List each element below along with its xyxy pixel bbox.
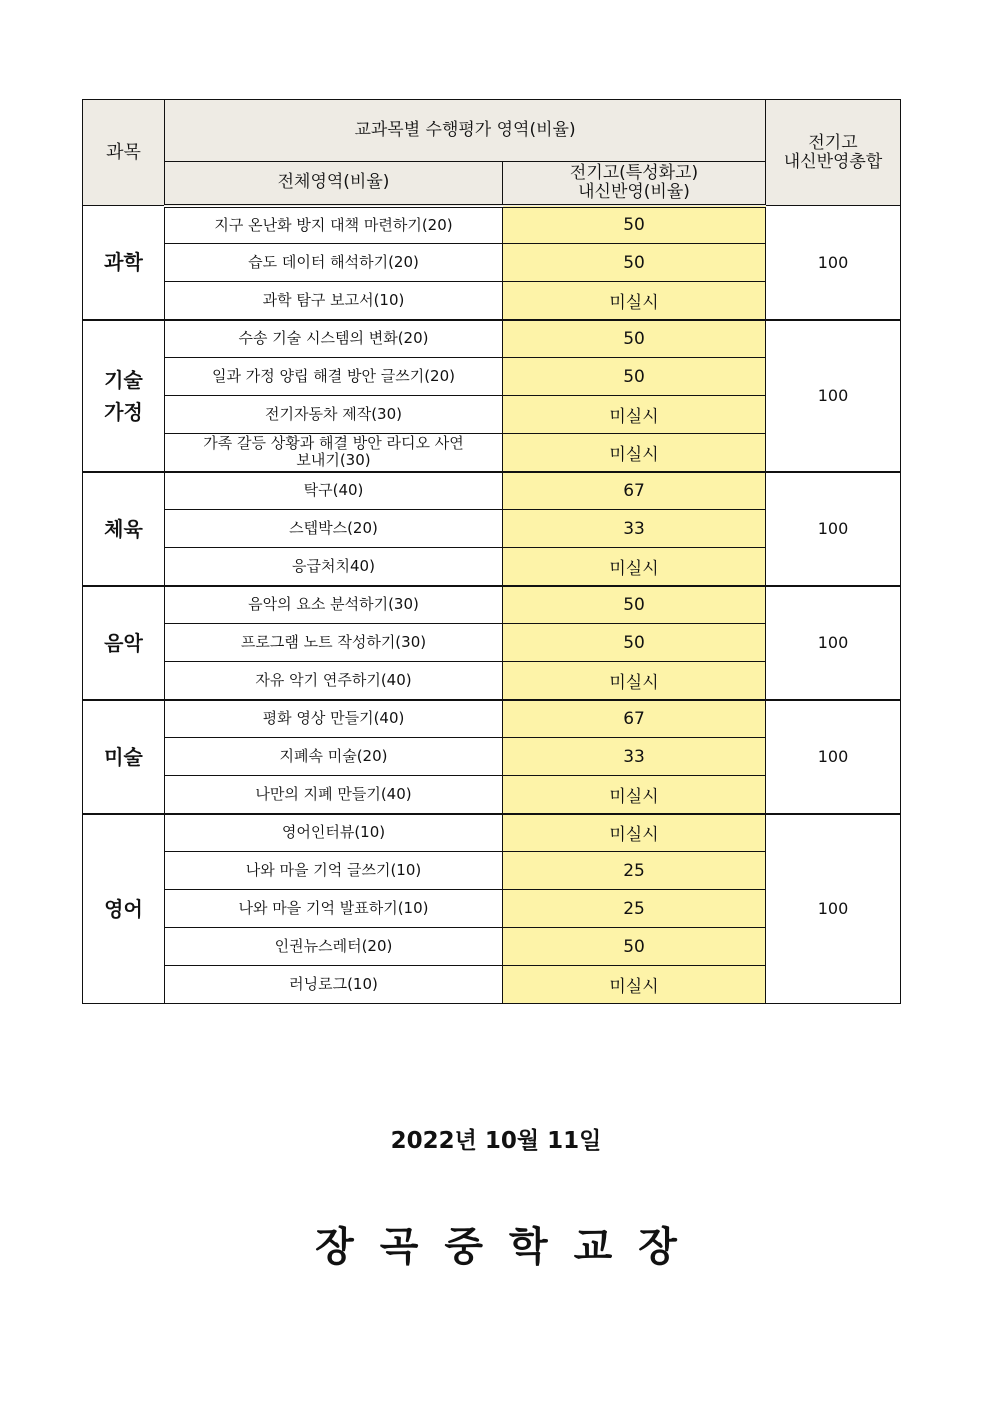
- table-row: [83, 586, 901, 624]
- reflect-ratio-cell: 미실시: [503, 814, 766, 852]
- table-row: [83, 472, 901, 510]
- reflect-ratio-cell: 33: [503, 510, 766, 548]
- reflect-ratio-cell: 67: [503, 472, 766, 510]
- reflect-ratio-cell: 미실시: [503, 776, 766, 814]
- table-row: [83, 206, 901, 244]
- area-item-cell: 영어인터뷰(10): [165, 814, 503, 852]
- area-item-cell: 습도 데이터 해석하기(20): [165, 244, 503, 282]
- subject-cell: 음악: [83, 586, 165, 700]
- area-item-cell: 인권뉴스레터(20): [165, 928, 503, 966]
- reflect-ratio-cell: 67: [503, 700, 766, 738]
- subject-cell: 과학: [83, 206, 165, 320]
- total-cell: 100: [766, 700, 901, 814]
- area-item-cell: 프로그램 노트 작성하기(30): [165, 624, 503, 662]
- total-cell: 100: [766, 586, 901, 700]
- table-row: [83, 700, 901, 738]
- area-item-cell: 지폐속 미술(20): [165, 738, 503, 776]
- area-item-cell: 음악의 요소 분석하기(30): [165, 586, 503, 624]
- area-item-cell: 지구 온난화 방지 대책 마련하기(20): [165, 206, 503, 244]
- area-item-cell: 응급처치40): [165, 548, 503, 586]
- area-item-cell: 자유 악기 연주하기(40): [165, 662, 503, 700]
- reflect-ratio-cell: 50: [503, 358, 766, 396]
- subject-cell: 영어: [83, 814, 165, 1004]
- area-item-cell: 과학 탐구 보고서(10): [165, 282, 503, 320]
- total-cell: 100: [766, 472, 901, 586]
- header-reflect: 전기고(특성화고) 내신반영(비율): [503, 162, 766, 206]
- reflect-ratio-cell: 50: [503, 320, 766, 358]
- reflect-ratio-cell: 25: [503, 852, 766, 890]
- reflect-ratio-cell: 50: [503, 624, 766, 662]
- table-body: [83, 206, 901, 1004]
- area-item-cell: 수송 기술 시스템의 변화(20): [165, 320, 503, 358]
- subject-cell: 미술: [83, 700, 165, 814]
- subject-cell: 체육: [83, 472, 165, 586]
- area-item-cell: 일과 가정 양립 해결 방안 글쓰기(20): [165, 358, 503, 396]
- reflect-ratio-cell: 미실시: [503, 548, 766, 586]
- area-item-cell: 나와 마을 기억 글쓰기(10): [165, 852, 503, 890]
- header-subject: 과목: [83, 100, 165, 206]
- reflect-ratio-cell: 미실시: [503, 282, 766, 320]
- area-item-cell: 러닝로그(10): [165, 966, 503, 1004]
- reflect-ratio-cell: 미실시: [503, 396, 766, 434]
- header-total: 전기고 내신반영총합: [766, 100, 901, 206]
- assessment-table: [82, 99, 901, 1004]
- header-area-group: 교과목별 수행평가 영역(비율): [165, 100, 766, 162]
- area-item-cell: 탁구(40): [165, 472, 503, 510]
- reflect-ratio-cell: 25: [503, 890, 766, 928]
- total-cell: 100: [766, 320, 901, 472]
- area-item-cell: 전기자동차 제작(30): [165, 396, 503, 434]
- table-header: [83, 100, 901, 206]
- reflect-ratio-cell: 50: [503, 928, 766, 966]
- area-item-cell: 가족 갈등 상황과 해결 방안 라디오 사연 보내기(30): [165, 434, 503, 472]
- area-item-cell: 스텝박스(20): [165, 510, 503, 548]
- table-row: [83, 320, 901, 358]
- subject-cell: 기술 가정: [83, 320, 165, 472]
- total-cell: 100: [766, 206, 901, 320]
- total-cell: 100: [766, 814, 901, 1004]
- header-all-areas: 전체영역(비율): [165, 162, 503, 206]
- reflect-ratio-cell: 미실시: [503, 662, 766, 700]
- area-item-cell: 나만의 지폐 만들기(40): [165, 776, 503, 814]
- area-item-cell: 평화 영상 만들기(40): [165, 700, 503, 738]
- reflect-ratio-cell: 33: [503, 738, 766, 776]
- reflect-ratio-cell: 50: [503, 206, 766, 244]
- reflect-ratio-cell: 미실시: [503, 966, 766, 1004]
- area-item-cell: 나와 마을 기억 발표하기(10): [165, 890, 503, 928]
- reflect-ratio-cell: 미실시: [503, 434, 766, 472]
- reflect-ratio-cell: 50: [503, 586, 766, 624]
- document-date: 2022년 10월 11일: [390, 1128, 602, 1154]
- principal-signature: 장곡중학교장: [315, 1223, 703, 1270]
- table-row: [83, 814, 901, 852]
- reflect-ratio-cell: 50: [503, 244, 766, 282]
